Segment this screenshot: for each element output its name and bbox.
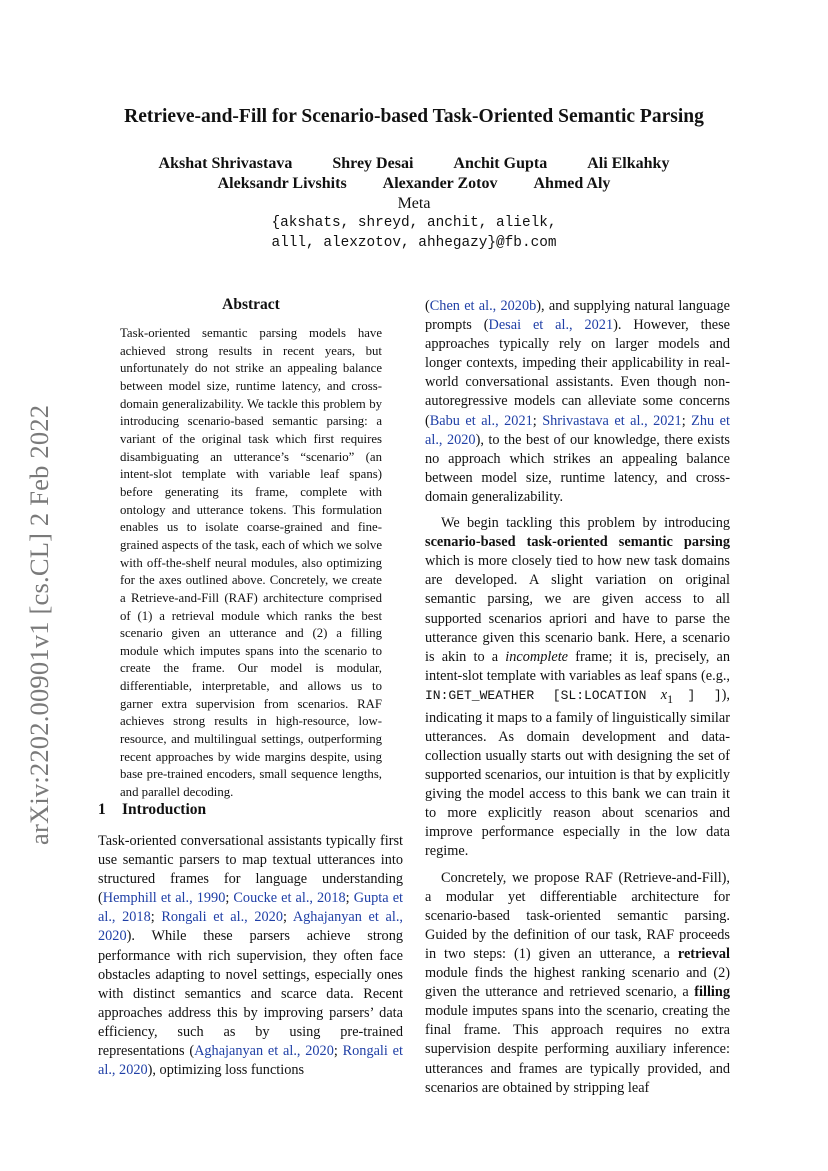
left-column-body <box>98 832 403 1080</box>
author-name: Aleksandr Livshits <box>217 175 347 192</box>
citation-link[interactable]: Chen et al., 2020b <box>429 298 537 314</box>
citation-link[interactable]: Desai et al., 2021 <box>488 317 614 334</box>
bold-term: retrieval <box>677 945 730 962</box>
citation-link[interactable]: Gupta et al., 2018 <box>98 890 404 926</box>
right-paragraph-3 <box>425 869 730 1098</box>
author-name: Akshat Shrivastava <box>158 155 293 172</box>
email-line-1: {akshats, shreyd, anchit, alielk, <box>271 215 557 231</box>
citation-link[interactable]: Aghajanyan et al., 2020 <box>194 1043 334 1060</box>
citation-link[interactable]: Rongali et al., 2020 <box>161 909 283 926</box>
author-row-1 <box>120 154 708 174</box>
section-heading-introduction <box>98 801 206 819</box>
code-snippet: ] ] <box>687 687 722 703</box>
text-run: ; <box>282 909 293 926</box>
math-variable: x <box>660 686 668 703</box>
right-paragraph-2 <box>425 514 730 862</box>
right-paragraph-1 <box>425 297 730 507</box>
abstract-heading: Abstract <box>222 296 280 313</box>
text-run: ). However, these approaches typically rely on larger models and longer contexts, impeding their applicability in real-world conversational assistants. Even though non-autoregressive models can alleviate some concerns ( <box>425 317 730 429</box>
text-run: module imputes spans into the scenario, creating the final frame. This approach requires no extra supervision despite performing auxiliary inference: utterances and frames are typically provided, and scenarios are obtained by stripping leaf <box>425 1003 730 1096</box>
text-run: ), and supplying natural language prompts ( <box>425 298 730 334</box>
bold-term: filling <box>694 984 730 1001</box>
text-run: ). While these parsers achieve strong performance with rich supervision, they often face obstacles adapting to novel settings, especially ones with distinct semantics and scarce data. Recent approaches address this by improving parsers’ data efficiency, such as by using pre-trained representations ( <box>98 928 403 1060</box>
citation-link[interactable]: Aghajanyan et al., 2020 <box>98 909 404 945</box>
citation-link[interactable]: Rongali et al., 2020 <box>98 1043 403 1079</box>
section-number: 1 <box>98 801 106 818</box>
text-run: ), indicating it maps to a family of linguistically similar utterances. As domain development and data-collection usually starts out with designing the set of supported scenarios, our intuition is that by explicitly giving the model access to this bank we can train it to more explicitly reason about scenarios and improve performance especially in the low data regime. <box>425 686 730 860</box>
citation-link[interactable]: Zhu et al., 2020 <box>425 412 730 448</box>
text-run: We begin tackling this problem by introducing <box>441 515 730 532</box>
text-run: ), optimizing loss functions <box>147 1062 305 1079</box>
text-run: ; <box>532 412 543 429</box>
arxiv-stamp <box>14 375 64 845</box>
author-name: Alexander Zotov <box>382 175 498 192</box>
math-subscript: 1 <box>667 691 674 706</box>
section-title: Introduction <box>122 801 207 818</box>
author-name: Anchit Gupta <box>453 155 548 172</box>
text-run: which is more closely tied to how new task domains are developed. A slight variation on original semantic parsing, we are given access to all supported scenarios apriori and have to parse the utterance given this scenario bank. Here, a scenario is akin to a <box>425 553 730 665</box>
author-name: Ali Elkahky <box>587 155 670 172</box>
text-run: ; <box>150 909 162 926</box>
text-run: Concretely, we propose RAF (Retrieve-and-Fill), a modular yet differentiable architecture for scenario-based task-oriented semantic parsing. Guided by the definition of our task, RAF proceeds in two steps: (1) given an utterance, a <box>425 869 730 962</box>
italic-term: incomplete <box>505 648 569 665</box>
citation-link[interactable]: Shrivastava et al., 2021 <box>542 412 682 429</box>
citation-link[interactable]: Babu et al., 2021 <box>429 412 533 429</box>
affiliation: Meta <box>397 195 431 212</box>
email-line-2: alll, alexzotov, ahhegazy}@fb.com <box>271 234 557 251</box>
author-row-2 <box>120 174 708 194</box>
bold-term: scenario-based task-oriented semantic parsing <box>425 534 730 551</box>
text-run: ), to the best of our knowledge, there exists no approach which strikes an appealing balance between model size, runtime latency, and cross-domain generalizability. <box>425 431 730 505</box>
code-snippet: IN:GET_WEATHER [SL:LOCATION <box>425 687 647 703</box>
text-run: ( <box>425 298 430 314</box>
text-run: ; <box>225 890 234 907</box>
text-run: Task-oriented conversational assistants typically first use semantic parsers to map textual utterances into structured frames for language understanding ( <box>98 833 403 907</box>
intro-paragraph-1 <box>98 832 403 1080</box>
text-run: ; <box>333 1043 343 1060</box>
citation-link[interactable]: Coucke et al., 2018 <box>233 890 346 907</box>
author-name: Shrey Desai <box>332 155 414 172</box>
author-block <box>120 154 708 253</box>
text-run: frame; it is, precisely, an intent-slot template with variables as leaf spans (e.g., <box>425 648 730 684</box>
abstract-body: Task-oriented semantic parsing models have achieved strong results in recent years, but unfortunately do not strike an appealing balance between model size, runtime latency, and cross-domain generalizability. We tackle this problem by introducing scenario-based semantic parsing: a variant of the original task which first requires disambiguating an utterance’s “scenario” (an intent-slot template with variable leaf spans) before generating its frame, complete with ontology and utterance tokens. This formulation enables us to isolate coarse-grained and fine-grained aspects of the task, each of which we solve with off-the-shelf neural modules, also optimizing for the axes outlined above. Concretely, we create a Retrieve-and-Fill (RAF) architecture comprised of (1) a retrieval module which ranks the best scenario given an utterance and (2) a filling module which imputes spans into the scenario to create the frame. Our model is modular, differentiable, interpretable, and allows us to garner extra supervision from scenarios. RAF achieves strong results in high-resource, low-resource, and multilingual settings, outperforming recent approaches by wide margins despite, using base pre-trained encoders, small sequence lengths, and parallel decoding. <box>120 326 382 800</box>
citation-link[interactable]: Hemphill et al., 1990 <box>102 890 226 907</box>
paper-title: Retrieve-and-Fill for Scenario-based Task-Oriented Semantic Parsing <box>124 106 704 127</box>
right-column-body <box>425 297 730 1098</box>
author-name: Ahmed Aly <box>533 175 611 192</box>
arxiv-stamp-text: arXiv:2202.00901v1 [cs.CL] 2 Feb 2022 <box>24 404 54 845</box>
text-run: ; <box>345 890 354 907</box>
text-run: ; <box>681 412 692 429</box>
text-run: module finds the highest ranking scenario and (2) given the utterance and retrieved scenario, a <box>425 965 730 1001</box>
